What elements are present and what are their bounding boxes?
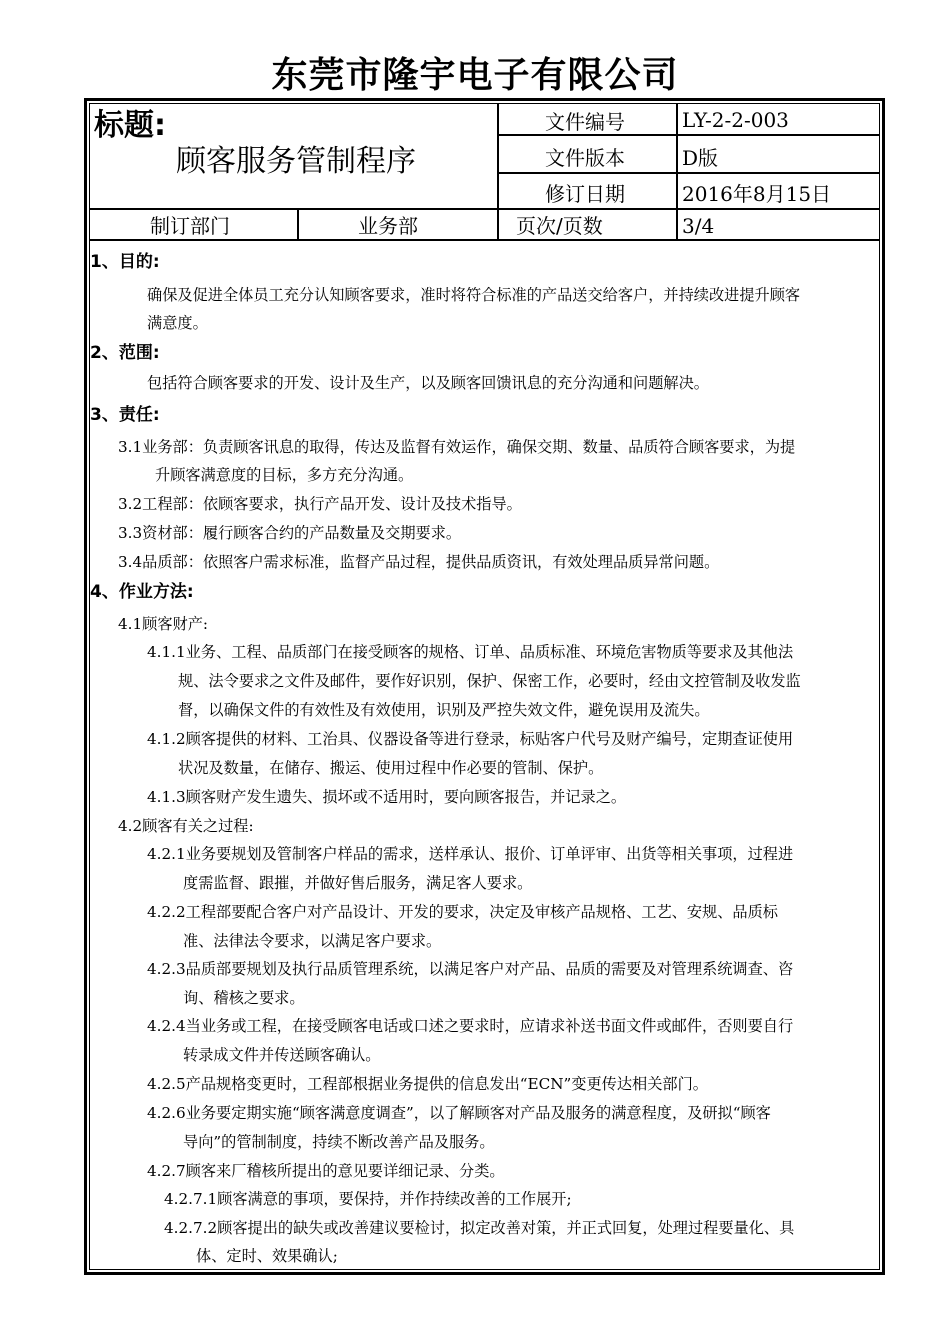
doc-no-value: LY-2-2-003 — [682, 108, 789, 132]
paragraph: 导向”的管制制度，持续不断改善产品及服务。 — [183, 1133, 495, 1151]
paragraph: 规、法令要求之文件及邮件，要作好识别，保护、保密工作，必要时，经由文控管制及收发监 — [178, 672, 801, 690]
section-title-purpose: 1、目的: — [90, 252, 160, 272]
paragraph: 询、稽核之要求。 — [183, 989, 305, 1007]
header-divider — [297, 209, 299, 240]
paragraph: 4.2.4当业务或工程，在接受顾客电话或口述之要求时，应请求补送书面文件或邮件，否则要自行 — [147, 1017, 794, 1035]
paragraph: 督，以确保文件的有效性及有效使用，识别及严控失效文件，避免误用及流失。 — [178, 701, 710, 719]
section-title-scope: 2、范围: — [90, 343, 160, 363]
header-divider — [676, 103, 678, 240]
paragraph: 4.2.6业务要定期实施“顾客满意度调查”，以了解顾客对产品及服务的满意程度，及研拟“顾客 — [147, 1104, 771, 1122]
page-label: 页次/页数 — [516, 214, 603, 238]
paragraph: 4.2.7.2顾客提出的缺失或改善建议要检讨，拟定改善对策，并正式回复，处理过程要量化、具 — [164, 1219, 795, 1237]
paragraph: 3.3资材部：履行顾客合约的产品数量及交期要求。 — [118, 524, 462, 542]
date-value: 2016年8月15日 — [682, 182, 832, 206]
company-name: 东莞市隆宇电子有限公司 — [271, 55, 679, 96]
dept-value: 业务部 — [358, 214, 418, 238]
header-divider — [498, 172, 880, 174]
doc-no-label: 文件编号 — [545, 110, 625, 134]
page-value: 3/4 — [682, 214, 715, 238]
paragraph: 度需监督、跟摧，并做好售后服务，满足客人要求。 — [183, 874, 533, 892]
header-divider — [497, 103, 499, 240]
section-title-responsibility: 3、责任: — [90, 405, 160, 425]
paragraph: 4.2.5产品规格变更时，工程部根据业务提供的信息发出“ECN”变更传达相关部门。 — [147, 1075, 708, 1093]
version-label: 文件版本 — [545, 146, 625, 170]
paragraph: 4.1.2顾客提供的材料、工治具、仪器设备等进行登录，标贴客户代号及财产编号，定期查证使用 — [147, 730, 794, 748]
paragraph: 包括符合顾客要求的开发、设计及生产，以及顾客回馈讯息的充分沟通和问题解决。 — [147, 374, 709, 392]
paragraph: 转录成文件并传送顾客确认。 — [183, 1046, 381, 1064]
paragraph: 4.1.3顾客财产发生遗失、损坏或不适用时，要向顾客报告，并记录之。 — [147, 788, 627, 806]
paragraph: 4.2.7顾客来厂稽核所提出的意见要详细记录、分类。 — [147, 1162, 505, 1180]
section-title-method: 4、作业方法: — [90, 582, 194, 602]
paragraph: 3.2工程部：依顾客要求，执行产品开发、设计及技术指导。 — [118, 495, 522, 513]
document-title: 顾客服务管制程序 — [176, 144, 416, 179]
header-divider — [89, 208, 880, 210]
paragraph: 4.2.1业务要规划及管制客户样品的需求，送样承认、报价、订单评审、出货等相关事项，过程进 — [147, 845, 794, 863]
paragraph: 4.2.2工程部要配合客户对产品设计、开发的要求，决定及审核产品规格、工艺、安规、品质标 — [147, 903, 778, 921]
paragraph: 4.2.7.1顾客满意的事项，要保持，并作持续改善的工作展开; — [164, 1190, 572, 1208]
paragraph: 准、法律法令要求，以满足客户要求。 — [183, 932, 442, 950]
paragraph: 4.2顾客有关之过程: — [118, 817, 254, 835]
paragraph: 状况及数量，在储存、搬运、使用过程中作必要的管制、保护。 — [178, 759, 604, 777]
title-label: 标题: — [94, 108, 166, 143]
dept-label: 制订部门 — [150, 214, 230, 238]
paragraph: 确保及促进全体员工充分认知顾客要求，准时将符合标准的产品送交给客户，并持续改进提升顾客 — [147, 286, 801, 304]
paragraph: 4.1.1业务、工程、品质部门在接受顾客的规格、订单、品质标准、环境危害物质等要求及其他法 — [147, 643, 794, 661]
version-value: D版 — [682, 146, 719, 170]
paragraph: 3.1业务部：负责顾客讯息的取得，传达及监督有效运作，确保交期、数量、品质符合顾客要求，为提 — [118, 438, 796, 456]
date-label: 修订日期 — [545, 182, 625, 206]
paragraph: 满意度。 — [147, 314, 208, 332]
paragraph: 4.2.3品质部要规划及执行品质管理系统，以满足客户对产品、品质的需要及对管理系统调查、咨 — [147, 960, 794, 978]
paragraph: 3.4品质部：依照客户需求标准，监督产品过程，提供品质资讯，有效处理品质异常问题。 — [118, 553, 720, 571]
paragraph: 升顾客满意度的目标，多方充分沟通。 — [155, 466, 414, 484]
paragraph: 4.1顾客财产: — [118, 615, 209, 633]
paragraph: 体、定时、效果确认; — [196, 1247, 338, 1265]
